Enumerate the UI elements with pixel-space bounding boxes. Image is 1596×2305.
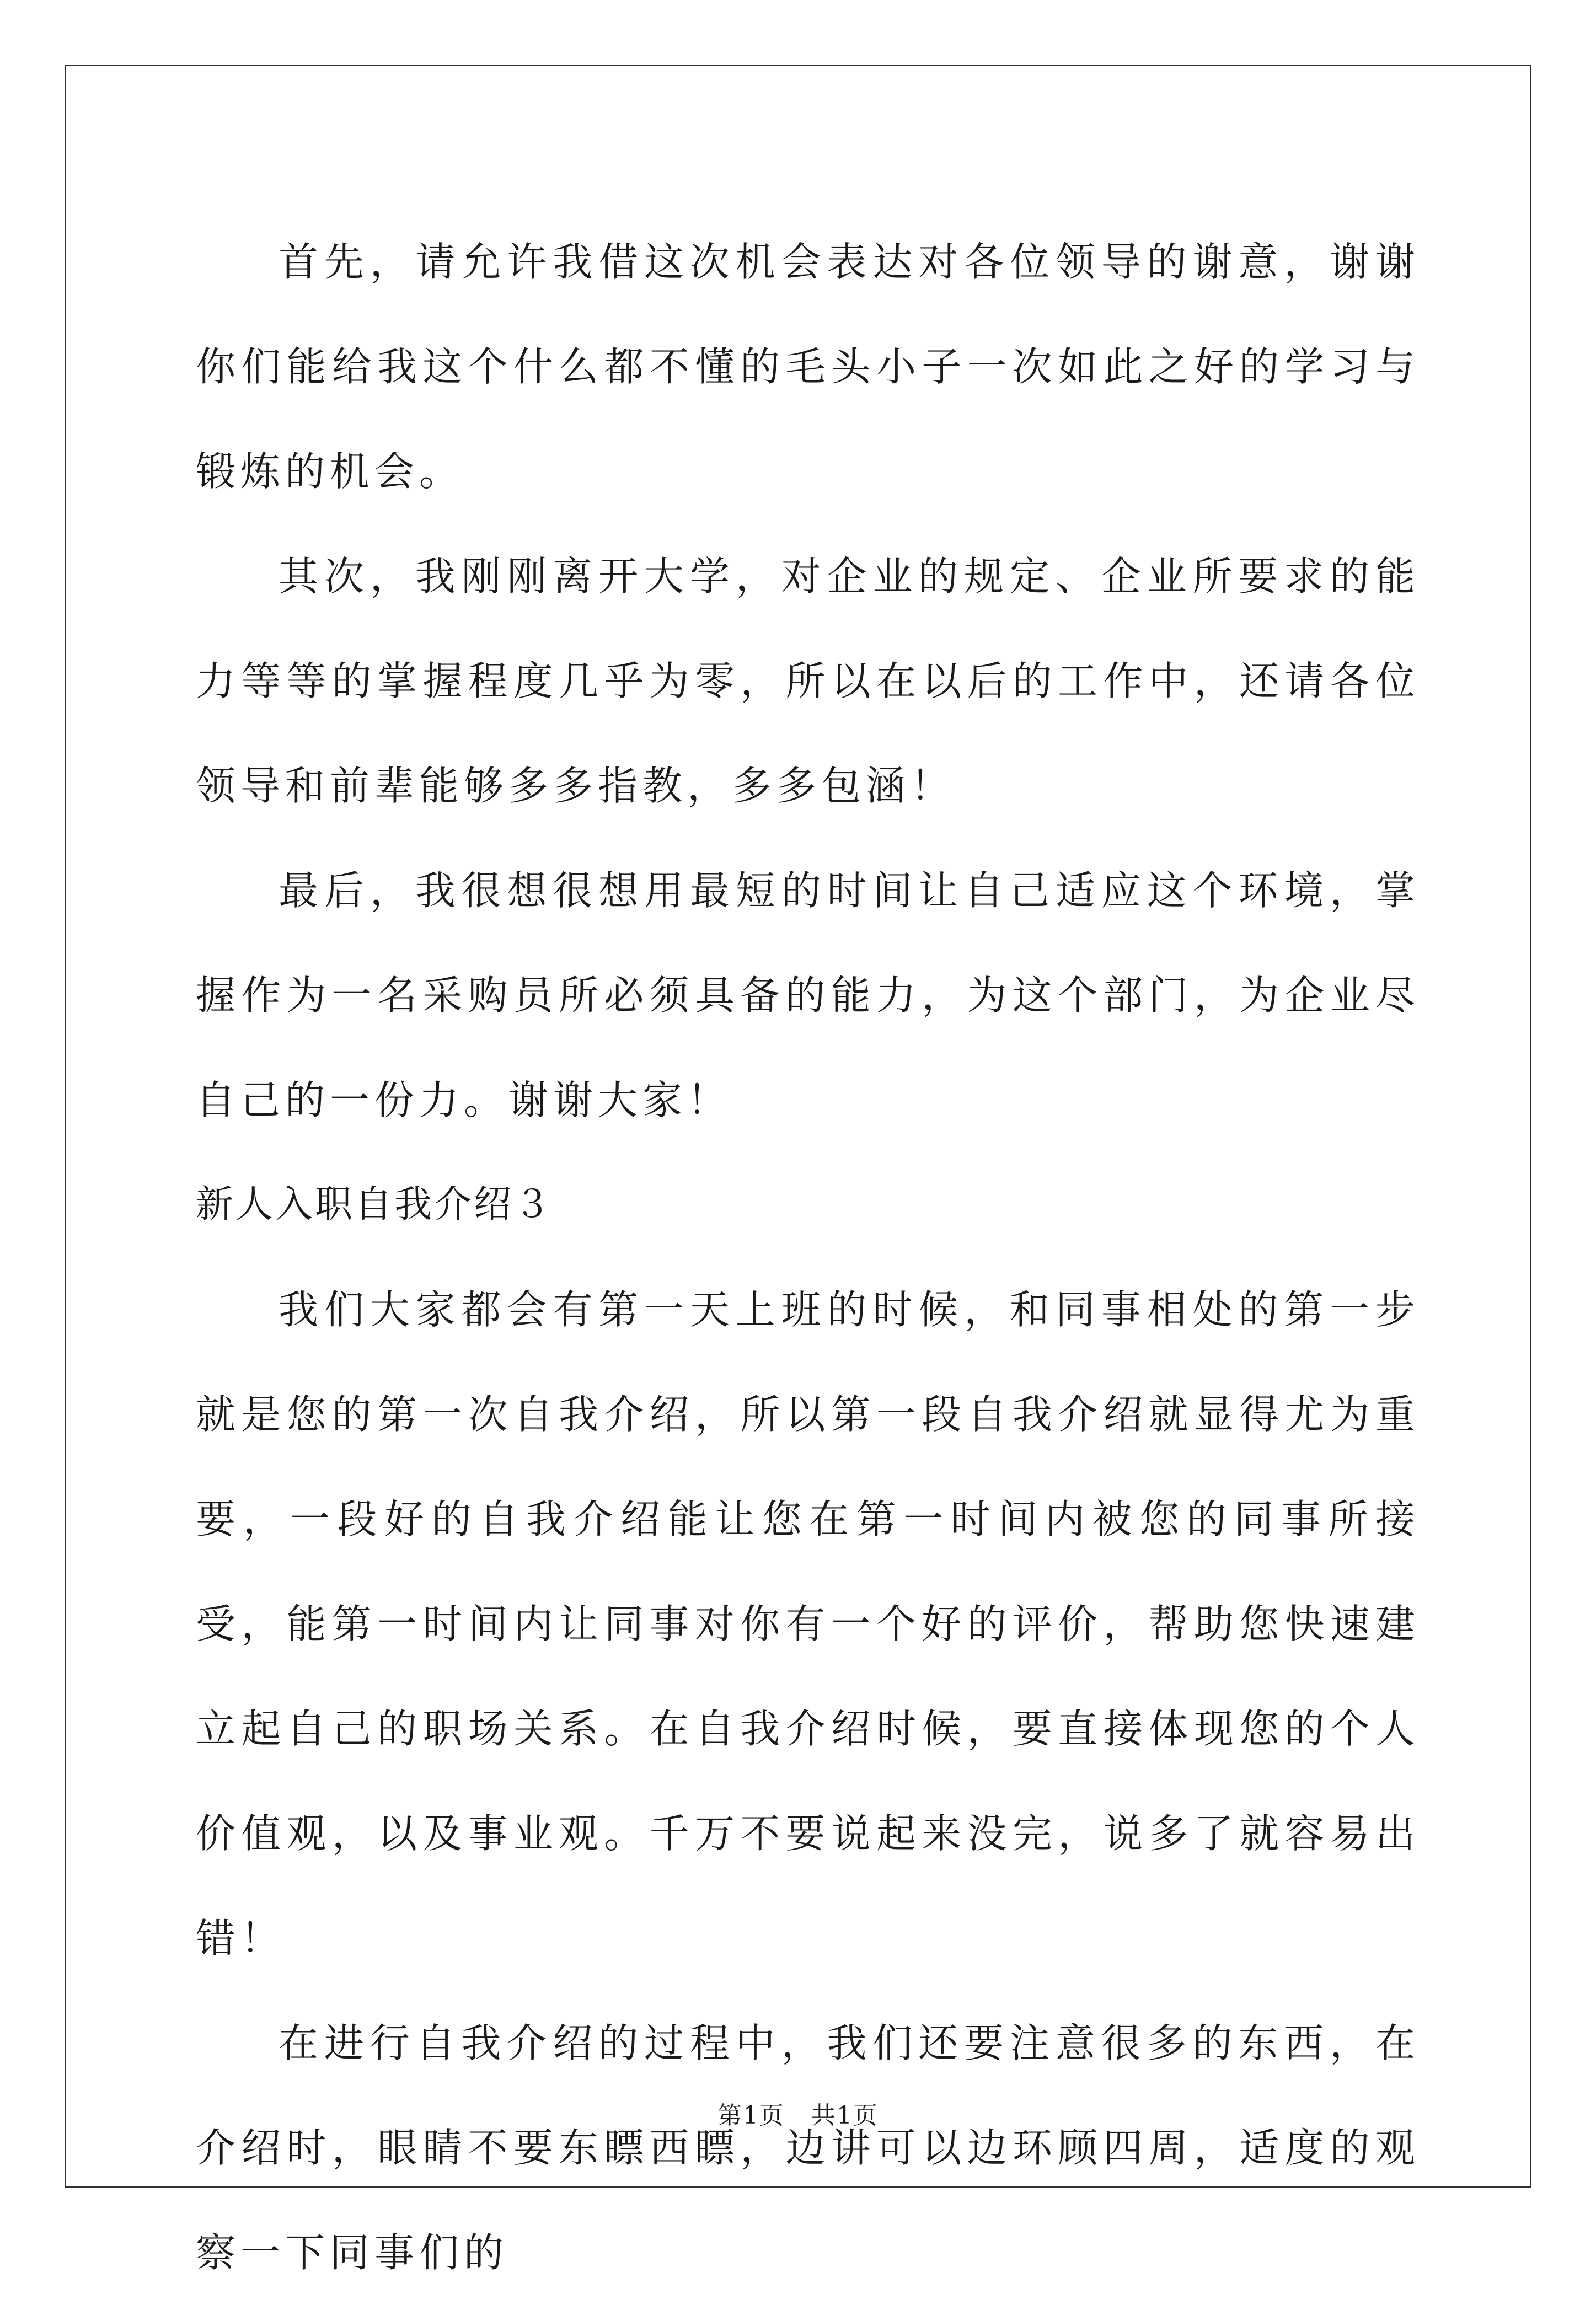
page-footer: 第1页 共1页 [717, 2102, 879, 2130]
section-heading: 新人入职自我介绍３ [196, 1183, 554, 1226]
paragraph: 在进行自我介绍的过程中，我们还要注意很多的东西，在介绍时，眼睛不要东瞟西瞟，边讲可以边环顾四周，适度的观察一下同事们的 [196, 2020, 1420, 2276]
paragraph: 我们大家都会有第一天上班的时候，和同事相处的第一步就是您的第一次自我介绍，所以第一段自我介绍就显得尤为重要，一段好的自我介绍能让您在第一时间内被您的同事所接受，能第一时间内让同事对你有一个好的评价，帮助您快速建立起自己的职场关系。在自我介绍时候，要直接体现您的个人价值观，以及事业观。千万不要说起来没完，说多了就容易出错！ [196, 1286, 1420, 1961]
document-body [196, 210, 1420, 2305]
paragraph: 最后，我很想很想用最短的时间让自己适应这个环境，掌握作为一名采购员所必须具备的能力，为这个部门，为企业尽自己的一份力。谢谢大家！ [196, 867, 1420, 1123]
paragraph: 首先，请允许我借这次机会表达对各位领导的谢意，谢谢你们能给我这个什么都不懂的毛头小子一次如此之好的学习与锻炼的机会。 [196, 239, 1420, 495]
paragraph: 其次，我刚刚离开大学，对企业的规定、企业所要求的能力等等的掌握程度几乎为零，所以在以后的工作中，还请各位领导和前辈能够多多指教，多多包涵！ [196, 553, 1420, 809]
